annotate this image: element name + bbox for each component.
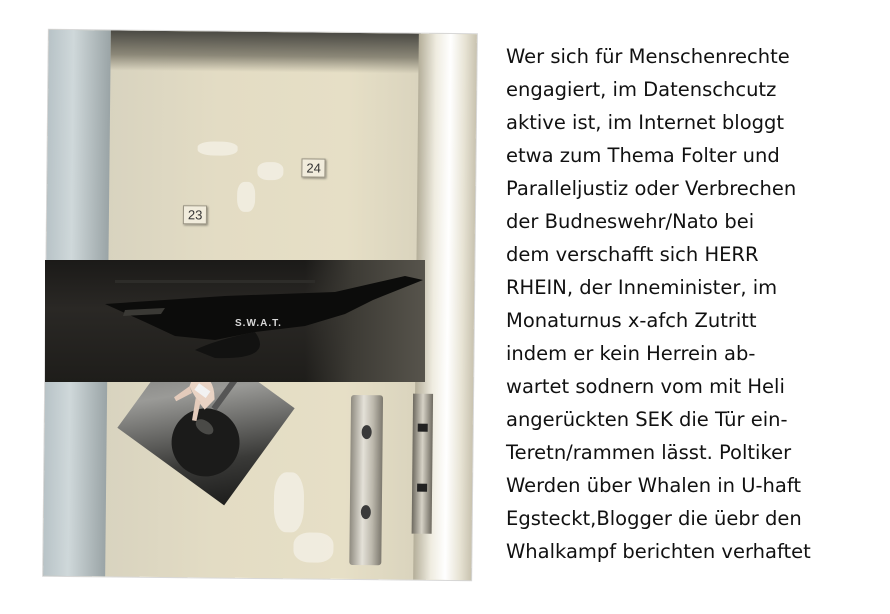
caption-line: der Budneswehr/Nato bei [506, 210, 755, 233]
caption-line: aktive ist, im Internet bloggt [506, 111, 785, 134]
caption-line: Paralleljustiz oder Verbrechen [506, 177, 797, 200]
swat-label: S.W.A.T. [235, 318, 282, 329]
paint-peel [274, 472, 305, 532]
caption-line: RHEIN, der Inneminister, im [506, 276, 778, 299]
caption-line: Wer sich für Menschenrechte [506, 45, 790, 68]
cylinder-hole [361, 505, 371, 519]
caption-text [506, 40, 878, 568]
strike-hole [417, 484, 427, 492]
caption-line: Whalkampf berichten verhaftet [506, 540, 811, 563]
caption-line: Werden über Whalen in U-haft [506, 474, 802, 497]
paint-peel [257, 162, 283, 180]
paint-peel [237, 182, 255, 212]
caption-line: Teretn/rammen lässt. Poltiker [506, 441, 792, 464]
caption-line: dem verschafft sich HERR [506, 243, 759, 266]
room-number-upper: 24 [301, 158, 326, 177]
caption-line: Egsteckt,Blogger die üebr den [506, 507, 802, 530]
caption-line: angerückten SEK die Tür ein- [506, 408, 788, 431]
door-lock-plate [349, 395, 383, 565]
caption-line: etwa zum Thema Folter und [506, 144, 780, 167]
paint-peel [198, 141, 238, 155]
caption-line: wartet sodnern vom mit Heli [506, 375, 785, 398]
strike-plate [412, 394, 433, 534]
door-top-shadow [110, 30, 420, 73]
swat-helicopter-photo [45, 260, 425, 382]
helicopter-icon [105, 270, 425, 362]
caption-line: Monaturnus x-afch Zutritt [506, 309, 757, 332]
keyhole [362, 425, 372, 439]
strike-hole [418, 424, 428, 432]
caption-line: indem er kein Herrein ab- [506, 342, 756, 365]
room-number-lower: 23 [183, 205, 208, 224]
caption-line: engagiert, im Datenschcutz [506, 78, 777, 101]
paint-peel [293, 532, 333, 562]
